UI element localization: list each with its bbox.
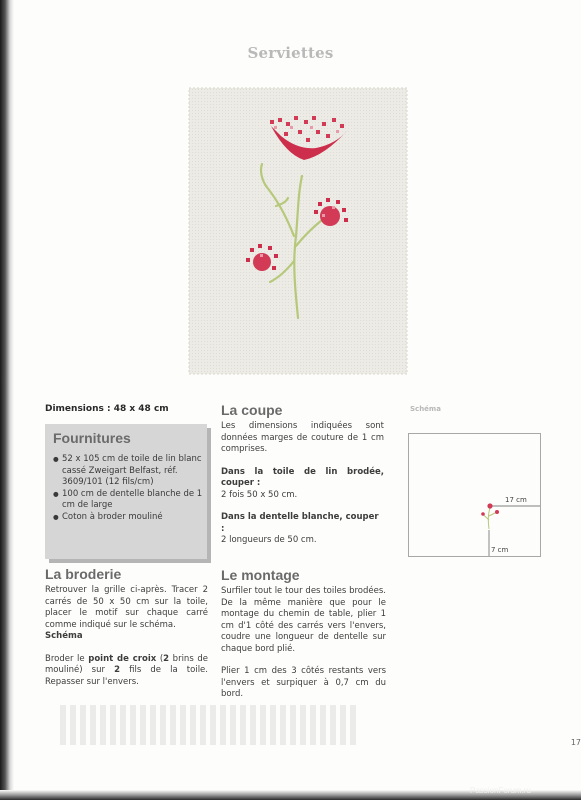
coupe-dentelle-value: 2 longueurs de 50 cm.: [221, 535, 317, 545]
schema-label: Schéma: [410, 405, 441, 413]
broderie-para1: Retrouver la grille ci-après. Tracer 2 carrés de 50 x 50 cm sur la toile, placer le motif sur chaque carré comme indiqué sur le schéma.: [45, 585, 208, 630]
coupe-lin-value: 2 fois 50 x 50 cm.: [221, 489, 298, 500]
coupe-dentelle-heading: Dans la dentelle blanche, couper :: [221, 512, 379, 534]
text-run: fils de la toile. Repasser sur l'envers.: [45, 665, 208, 687]
text-run: brins de mouliné) sur: [45, 653, 208, 675]
show-through-text: [60, 705, 360, 745]
embroidery-photo: [186, 86, 410, 376]
coupe-lin-heading: Dans la toile de lin brodée, couper :: [221, 466, 384, 488]
text-run-bold: point de croix: [88, 653, 157, 664]
fournitures-item: ● 100 cm de dentelle blanche de 1 cm de large: [53, 489, 203, 512]
text-run: (: [156, 653, 164, 664]
dimensions-label: Dimensions : 48 x 48 cm: [45, 404, 169, 414]
montage-title: Le montage: [221, 567, 300, 583]
page-title: Serviettes: [247, 44, 334, 62]
broderie-para2: [45, 654, 208, 689]
schema-vertical-dim: 7 cm: [491, 546, 509, 554]
scan-shadow-left: [0, 0, 14, 800]
broderie-schema-ref: Schéma: [45, 631, 83, 641]
schema-horizontal-dim: 17 cm: [505, 496, 527, 504]
broderie-text: [45, 585, 208, 688]
coupe-title: La coupe: [221, 402, 283, 418]
fournitures-box: [45, 424, 207, 559]
fournitures-item: ● Coton à broder mouliné: [53, 512, 203, 524]
text-run: Broder le: [45, 653, 89, 664]
schema-diagram: [408, 433, 541, 557]
montage-text: [221, 586, 386, 701]
fournitures-item: ● 52 x 105 cm de toile de lin blanc cassé Zweigart Belfast, réf. 3609/101 (12 fils/cm): [53, 454, 203, 489]
text-run-bold: 2: [163, 653, 170, 664]
montage-para1: Surfiler tout le tour des toiles brodées. De la même manière que pour le montage du chemin de table, plier 1 cm d'1 côté des carrés vers l'envers, coudre une longueur de dentelle sur chaque bord plié.: [221, 586, 386, 654]
text-run-bold: 2: [114, 665, 120, 675]
watermark: PassionForum.ru: [470, 786, 531, 795]
page-number: 17: [570, 738, 581, 747]
coupe-intro: Les dimensions indiquées sont données marges de couture de 1 cm comprises.: [221, 421, 384, 454]
fournitures-list: [53, 454, 203, 523]
fournitures-title: Fournitures: [53, 430, 131, 446]
broderie-title: La broderie: [45, 566, 122, 582]
coupe-text: [221, 421, 384, 547]
montage-para2: Plier 1 cm des 3 côtés restants vers l'envers et surpiquer à 0,7 cm du bord.: [221, 666, 386, 699]
